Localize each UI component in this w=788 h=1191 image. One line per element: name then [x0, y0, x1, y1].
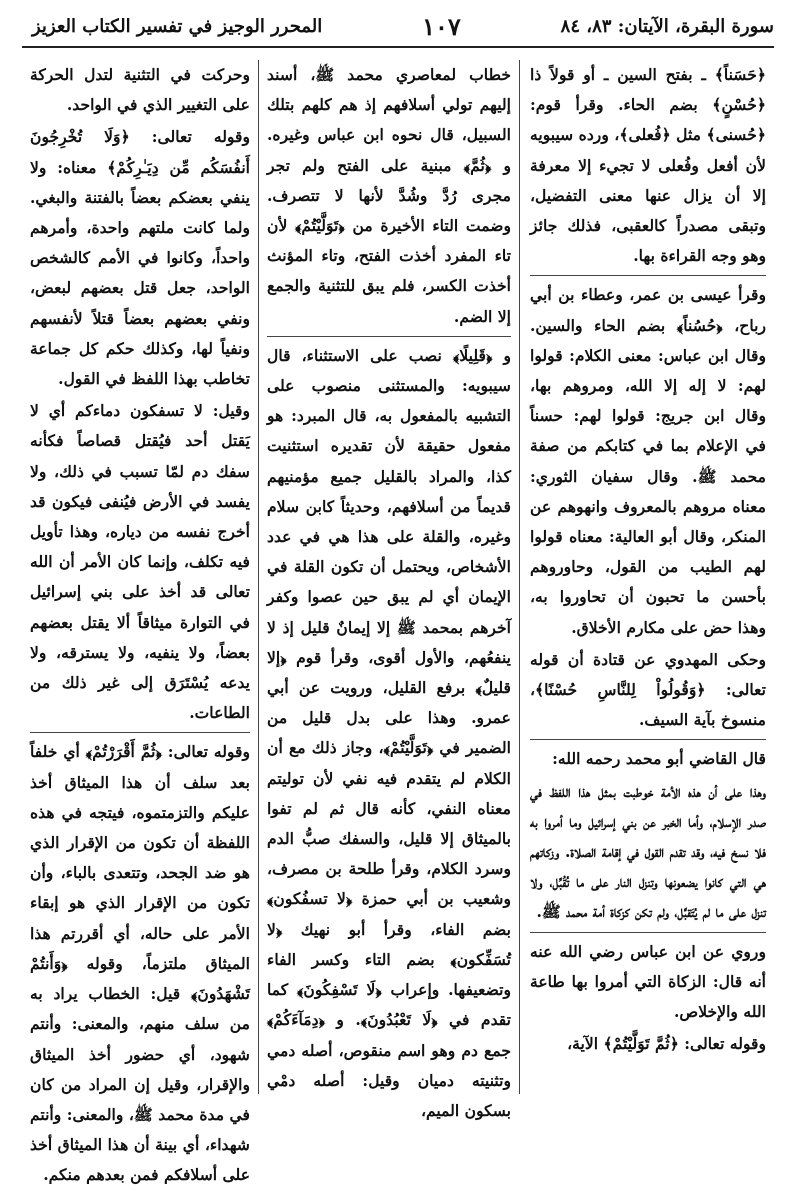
divider: [530, 739, 766, 740]
column-right: [520, 60, 774, 1094]
paragraph: وهذا على أن هذه الأمة خوطبت بمثل هذا اللفظ في صدر الإسلام، وأما الخبر عن بني إسرائيل وما أمروا به فلا نسخ فيه، وقد تقدم القول في إقامة الصلاة. وزكاتهم هي التي كانوا يضعونها وتنزل النار على ما تُقُبِّل، ولا تنزل على ما لم يُتَقبَّل، ولم تكن كزكاة أمة محمد ﷺ.: [530, 781, 766, 922]
divider: [267, 336, 511, 337]
divider: [530, 932, 766, 933]
divider: [30, 732, 250, 733]
text-columns: [22, 60, 774, 1185]
paragraph: وحكى المهدوي عن قتادة أن قوله تعالى: ﴿وَقُولُواْ لِلنَّاسِ حُسْنًا﴾، منسوخ بآية السيف.: [530, 649, 766, 730]
paragraph: وقيل: لا تسفكون دماءكم أي لا يَقتل أحد فيُقتل قصاصاً فكأنه سفك دم لمّا تسبب في ذلك، ولا يفسد في الأرض فيُنفى فيكون قد أخرج نفسه من دياره، وهذا تأويل فيه تكلف، وإنما كان الأمر أن الله تعالى قد أخذ على بني إسرائيل في التوارة ميثاقاً ألا يقتل بعضهم بعضاً، ولا ينفيه، ولا يسترقه، ولا يدعه يُسْتَرَق إلى غير ذلك من الطاعات.: [30, 401, 250, 723]
paragraph: و ﴿قَلِيلًا﴾ نصب على الاستثناء، قال سيبويه: والمستثنى منصوب على التشبيه بالمفعول به، قال المبرد: هو مفعول حقيقة لأن تقديره استثنيت كذا، والمراد بالقليل جميع مؤمنيهم قديماً من أسلافهم، وحديثاً كابن سلام وغيره، والقلة على هذا هي في عدد الأشخاص، ويحتمل أن تكون القلة في الإيمان أي لم يبق حين عصوا وكفر آخرهم بمحمد ﷺ إلا إيمانٌ قليل إذ لا ينفعُهم، والأول أقوى، وقرأ قوم ﴿إلا قليلٌ﴾ برفع القليل، ورويت عن أبي عمرو. وهذا على بدل قليل من الضمير في ﴿تَوَلَّيْتُمْ﴾، وجاز ذلك مع أن الكلام لم يتقدم فيه نفي لأن توليتم معناه النفي، كأنه قال ثم لم تفوا بالميثاق إلا قليل، والسفك صبُّ الدم وسرد الكلام، وقرأ طلحة بن مصرف، وشعيب بن أبي حمزة ﴿لا تسفُكون﴾ بضم الفاء، وقرأ أبو نهيك ﴿لا تُسَفِّكون﴾ بضم التاء وكسر الفاء وتضعيفها. وإعراب ﴿لَا تَسْفِكُونَ﴾ كما تقدم في ﴿لَا تَعْبُدُونَ﴾. و ﴿دِمَآءَكُمْ﴾ جمع دم وهو اسم منقوص، أصله دمي وتثنيته دميان وقيل: أصله دمْي بسكون الميم،: [267, 345, 511, 1120]
paragraph: ﴿حَسَناً﴾ ـ بفتح السين ـ أو قولاً ذا ﴿حُسْنٍ﴾ بضم الحاء. وقرأ قوم: ﴿حُسنى﴾ مثل ﴿فُعلى﴾، ورده سيبويه لأن أفعل وفُعلى لا تجيء إلا معرفة إلا أن يزال عنها معنى التفضيل، وتبقى مصدراً كالعقبى، فذلك جائز وهو وجه القراءة بها.: [530, 65, 766, 266]
page-number: ١٠٧: [422, 11, 461, 41]
divider: [530, 275, 766, 276]
author-note-title: قال القاضي أبو محمد رحمه الله:: [552, 749, 766, 769]
paragraph: وقوله تعالى: ﴿ثُمَّ أَقْرَرْتُمْ﴾ أي خلفاً بعد سلف أن هذا الميثاق أخذ عليكم والتزمتموه، فيتجه في هذه اللفظة أن تكون من الإقرار الذي هو ضد الجحد، وتتعدى بالباء، وأن تكون من الإقرار الذي هو إبقاء الأمر على حاله، أي أقررتم هذا الميثاق ملتزماً، وقوله ﴿وَأَنتُمْ تَشْهَدُونَ﴾ قيل: الخطاب يراد به من سلف منهم، والمعنى: وأنتم شهود، أي حضور أخذ الميثاق والإقرار، وقيل إن المراد من كان في مدة محمد ﷺ، والمعنى: وأنتم شهداء، أي بينة أن هذا الميثاق أخذ على أسلافكم فمن بعدهم منكم.: [30, 742, 250, 1185]
book-title: المحرر الوجيز في تفسير الكتاب العزيز: [32, 15, 323, 37]
column-left: [22, 60, 258, 1185]
paragraph: خطاب لمعاصري محمد ﷺ، أسند إليهم تولي أسلافهم إذ هم كلهم بتلك السبيل، قال نحوه ابن عباس وغيره. و ﴿ثُمَّ﴾ مبنية على الفتح ولم تجر مجرى رُدَّ وشُدَّ لأنها لا تتصرف. وضمت التاء الأخيرة من ﴿تَوَلَّيْتُمْ﴾ لأن تاء المفرد أخذت الفتح، وتاء المؤنث أخذت الكسر، فلم يبق للتثنية والجمع إلا الضم.: [267, 65, 511, 326]
paragraph: وقرأ عيسى بن عمر، وعطاء بن أبي رباح، ﴿حُسُناً﴾ بضم الحاء والسين. وقال ابن عباس: معنى الكلام: قولوا لهم: لا إله إلا الله، ومروهم بها، وقال ابن جريج: قولوا لهم: حسناً في الإعلام بما في كتابكم من صفة محمد ﷺ. وقال سفيان الثوري: معناه مروهم بالمعروف وانهوهم عن المنكر، وقال أبو العالية: معناه قولوا لهم الطيب من القول، وحاوروهم بأحسن ما تحبون أن تحاوروا به، وهذا حض على مكارم الأخلاق.: [530, 285, 766, 637]
paragraph: وروي عن ابن عباس رضي الله عنه أنه قال: الزكاة التي أمروا بها طاعة الله والإخلاص.: [530, 941, 766, 1022]
paragraph: وقوله تعالى: ﴿وَلَا تُخْرِجُونَ أَنفُسَكُم مِّن دِيَـٰرِكُمْ﴾ معناه: ولا ينفي بعضكم بعضاً بالفتنة والبغي. ولما كانت ملتهم واحدة، وأمرهم واحداً، وكانوا في الأمم كالشخص الواحد، جعل قتل بعضهم لبعض، ونفي بعضهم بعضاً قتلاً لأنفسهم ونفياً لها، وكذلك حكم كل جماعة تخاطب بهذا اللفظ في القول.: [30, 127, 250, 389]
paragraph: وحركت في التثنية لتدل الحركة على التغيير الذي في الواحد.: [30, 65, 250, 115]
header-rule: [22, 46, 774, 48]
paragraph: وقوله تعالى: ﴿ثُمَّ تَوَلَّيْتُمْ﴾ الآية،: [567, 1034, 766, 1054]
page-header: [32, 8, 774, 44]
surah-label: سورة البقرة، الآيتان: ٨٣، ٨٤: [560, 15, 774, 37]
column-middle: [258, 60, 520, 1120]
